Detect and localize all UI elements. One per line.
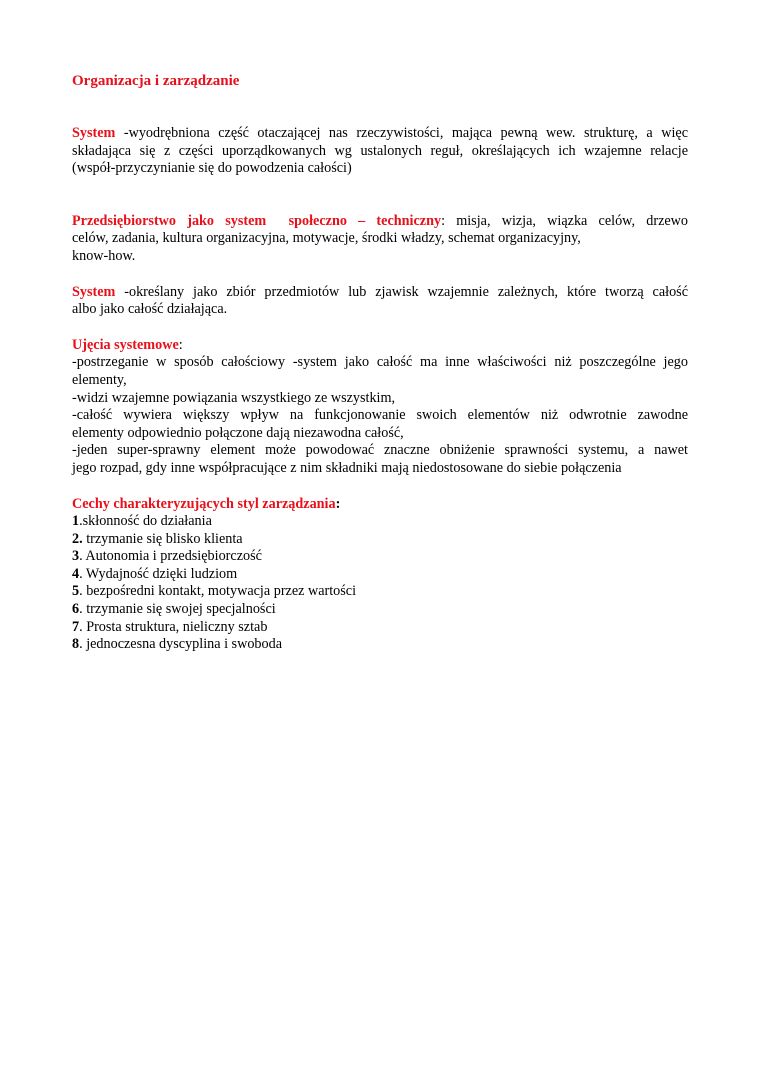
enterprise-line-2: celów, zadania, kultura organizacyjna, motywacje, środki władzy, schemat organizacyjny,	[72, 230, 581, 247]
systemic-line-3: -widzi wzajemne powiązania wszystkiego ze wszystkim,	[72, 389, 396, 406]
systemic-line-6: -jeden super-sprawny element może powodować znaczne obniżenie sprawności systemu, a nawet	[72, 442, 688, 459]
systemic-term: Ujęcia systemowe	[72, 336, 179, 353]
list-item: 7. Prosta struktura, nieliczny sztab	[72, 618, 268, 635]
systemic-line-4: -całość wywiera większy wpływ na funkcjonowanie swoich elementów niż odwrotnie zawodne	[72, 407, 688, 424]
enterprise-definition	[72, 213, 688, 266]
system-definition	[72, 125, 688, 178]
list-item: 5. bezpośredni kontakt, motywacja przez wartości	[72, 583, 357, 600]
system-def2-line-2: albo jako całość działająca.	[72, 301, 228, 318]
system-term: System	[72, 125, 116, 141]
enterprise-line-3: know-how.	[72, 247, 136, 264]
document-title: Organizacja i zarządzanie	[72, 73, 240, 89]
system-definition-line-2: składająca się z części uporządkowanych wg ustalonych reguł, określających ich wzajemne relacje	[72, 142, 688, 159]
features-heading: Cechy charakteryzujących styl zarządzania:	[72, 495, 341, 512]
list-item: 6. trzymanie się swojej specjalności	[72, 601, 276, 618]
list-item: 8. jednoczesna dyscyplina i swoboda	[72, 636, 282, 653]
list-item: 4. Wydajność dzięki ludziom	[72, 565, 238, 582]
list-item: 2. trzymanie się blisko klienta	[72, 530, 243, 547]
list-item: 1.skłonność do działania	[72, 513, 212, 530]
system-definition-line-3: (współ-przyczynianie się do powodzenia całości)	[72, 160, 352, 177]
enterprise-term: Przedsiębiorstwo jako system społeczno – techniczny	[72, 212, 442, 229]
systemic-line-7: jego rozpad, gdy inne współpracujące z nim składniki mają niedostosowane do siebie połączenia	[72, 459, 622, 476]
systemic-line-2: elementy,	[72, 371, 127, 388]
systemic-line-5: elementy odpowiednio połączone dają niezawodna całość,	[72, 424, 404, 441]
enterprise-line-1: Przedsiębiorstwo jako system społeczno – techniczny: misja, wizja, wiązka celów, drzewo	[72, 212, 688, 229]
systemic-line-1: -postrzeganie w sposób całościowy -system jako całość ma inne właściwości niż poszczególne jego	[72, 354, 688, 371]
system-term-2: System	[72, 283, 116, 300]
systemic-approaches	[72, 337, 688, 478]
management-features	[72, 496, 688, 654]
system-definition-2	[72, 284, 688, 319]
system-definition-line-1: System -wyodrębniona część otaczającej nas rzeczywistości, mająca pewną wew. strukturę, a więc	[72, 125, 688, 141]
features-term: Cechy charakteryzujących styl zarządzania	[72, 495, 336, 512]
systemic-heading: Ujęcia systemowe:	[72, 336, 183, 353]
system-def2-line-1: System -określany jako zbiór przedmiotów lub zjawisk wzajemnie zależnych, które tworzą całość	[72, 283, 688, 300]
list-item: 3. Autonomia i przedsiębiorczość	[72, 548, 262, 565]
